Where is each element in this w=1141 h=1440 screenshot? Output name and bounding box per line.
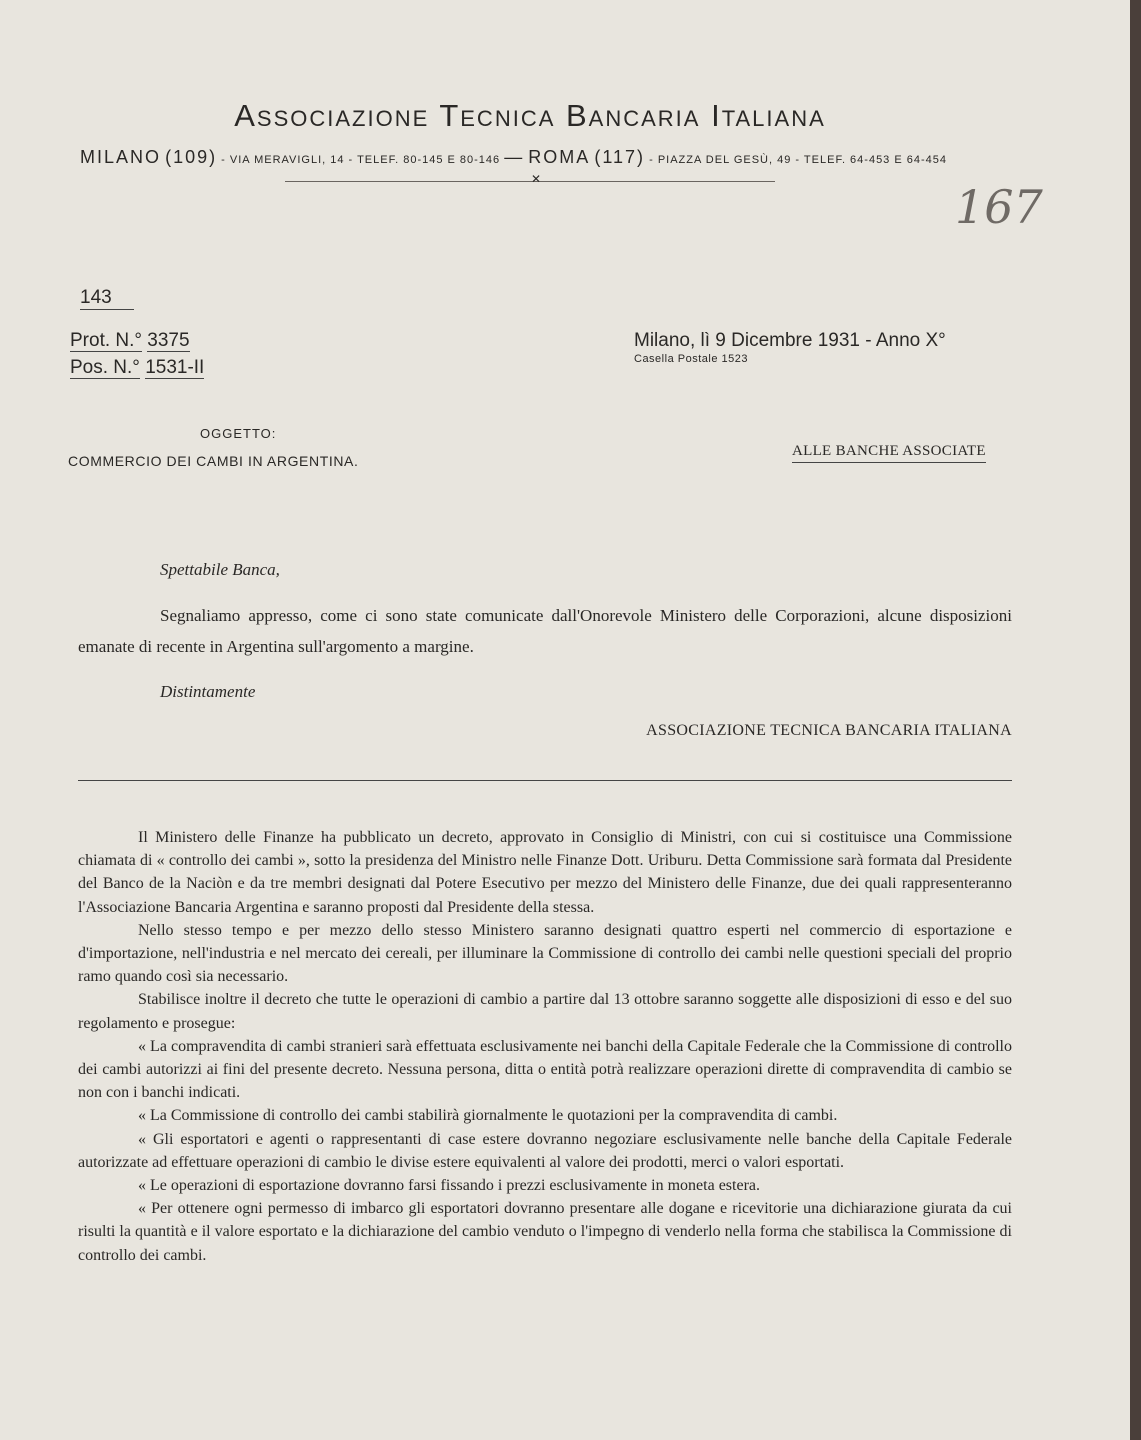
article (78, 826, 1012, 1267)
article-paragraph: « La compravendita di cambi stranieri sarà effettuata esclusivamente nei banchi della Capitale Federale che la Commissione di controllo dei cambi autorizzi ai fini del presente decreto. Nessuna persona, ditta o entità potrà realizzare operazioni dirette di compravendita di cambio se non con i banchi indicati. (78, 1037, 1012, 1102)
roma-city: ROMA (528, 147, 591, 167)
date-line: Milano, lì 9 Dicembre 1931 - Anno X° (634, 330, 946, 351)
prot-value: 3375 (147, 330, 190, 351)
prot-label: Prot. N.° (70, 330, 143, 351)
roma-address: - PIAZZA DEL GESÙ, 49 - TELEF. 64-453 E 64-454 (649, 154, 948, 166)
article-paragraph: « Per ottenere ogni permesso di imbarco gli esportatori dovranno presentare alle dogane e ricevitorie una dichiarazione giurata da cui risulti la quantità e il valore esportato e la dichiarazione del cambio venduto o l'impegno di venderlo nella forma che stabilisca la Commissione di controllo dei cambi. (78, 1200, 1012, 1264)
article-paragraph: « Le operazioni di esportazione dovranno farsi fissando i prezzi esclusivamente in moneta estera. (138, 1177, 760, 1195)
milano-address: - VIA MERAVIGLI, 14 - TELEF. 80-145 E 80-146 (221, 154, 501, 166)
article-paragraph: Nello stesso tempo e per mezzo dello stesso Ministero saranno designati quattro esperti nel commercio di esportazione e d'importazione, nell'industria e nel mercato dei cereali, per illuminare la Commissione di controllo dei cambi nelle questioni speciali del proprio ramo quando così sia necessario. (78, 921, 1012, 986)
postal-box: Casella Postale 1523 (634, 353, 748, 365)
subject-label: OGGETTO: (200, 426, 277, 441)
signature: ASSOCIAZIONE TECNICA BANCARIA ITALIANA (646, 722, 1012, 739)
protocol-number: 143 (80, 287, 134, 310)
address-separator: — (504, 147, 525, 167)
roma-code: (117) (594, 147, 646, 167)
article-paragraph: Stabilisce inoltre il decreto che tutte le operazioni di cambio a partire dal 13 ottobre saranno soggette alle disposizioni di esso e del suo regolamento e prosegue: (78, 991, 1012, 1032)
section-divider (78, 780, 1012, 781)
milano-code: (109) (165, 147, 218, 167)
recipient: ALLE BANCHE ASSOCIATE (792, 443, 986, 463)
pos-value: 1531-II (145, 357, 205, 378)
organization-name: Associazione Tecnica Bancaria Italiana (234, 98, 826, 133)
article-paragraph: « Gli esportatori e agenti o rappresentanti di case estere dovranno negoziare esclusivamente nelle banche della Capitale Federale autorizzate ad effettuare operazioni di cambio le divise estere equivalenti al valore dei prodotti, merci o valori esportati. (78, 1130, 1012, 1171)
letter-body: Segnaliamo appresso, come ci sono state comunicate dall'Onorevole Ministero delle Corporazioni, alcune disposizioni emanate di recente in Argentina sull'argomento a margine. (78, 606, 1012, 656)
pos-line (70, 357, 204, 379)
header-ornament: ✕ (531, 172, 542, 186)
milano-city: MILANO (80, 147, 162, 167)
prot-line (70, 330, 190, 352)
address-line (80, 147, 980, 168)
header-rule (285, 181, 775, 182)
article-paragraph: « La Commissione di controllo dei cambi stabilirà giornalmente le quotazioni per la compravendita di cambi. (138, 1107, 838, 1125)
handwritten-page-number: 167 (955, 180, 1043, 234)
closing: Distintamente (160, 682, 256, 701)
article-paragraph: Il Ministero delle Finanze ha pubblicato un decreto, approvato in Consiglio di Ministri, con cui si costituisce una Commissione chiamata di « controllo dei cambi », sotto la presidenza del Ministro nelle Finanze Dott. Uriburu. Detta Commissione sarà formata dal Presidente del Banco de la Naciòn e da tre membri designati dal Potere Esecutivo per mezzo del Ministero delle Finanze, due dei quali rappresenteranno l'Associazione Bancaria Argentina e saranno proposti dal Presidente della stessa. (78, 829, 1012, 916)
subject-text: COMMERCIO DEI CAMBI IN ARGENTINA. (68, 453, 359, 469)
page-edge (1130, 0, 1141, 1440)
greeting: Spettabile Banca, (160, 560, 280, 579)
pos-label: Pos. N.° (70, 357, 140, 378)
